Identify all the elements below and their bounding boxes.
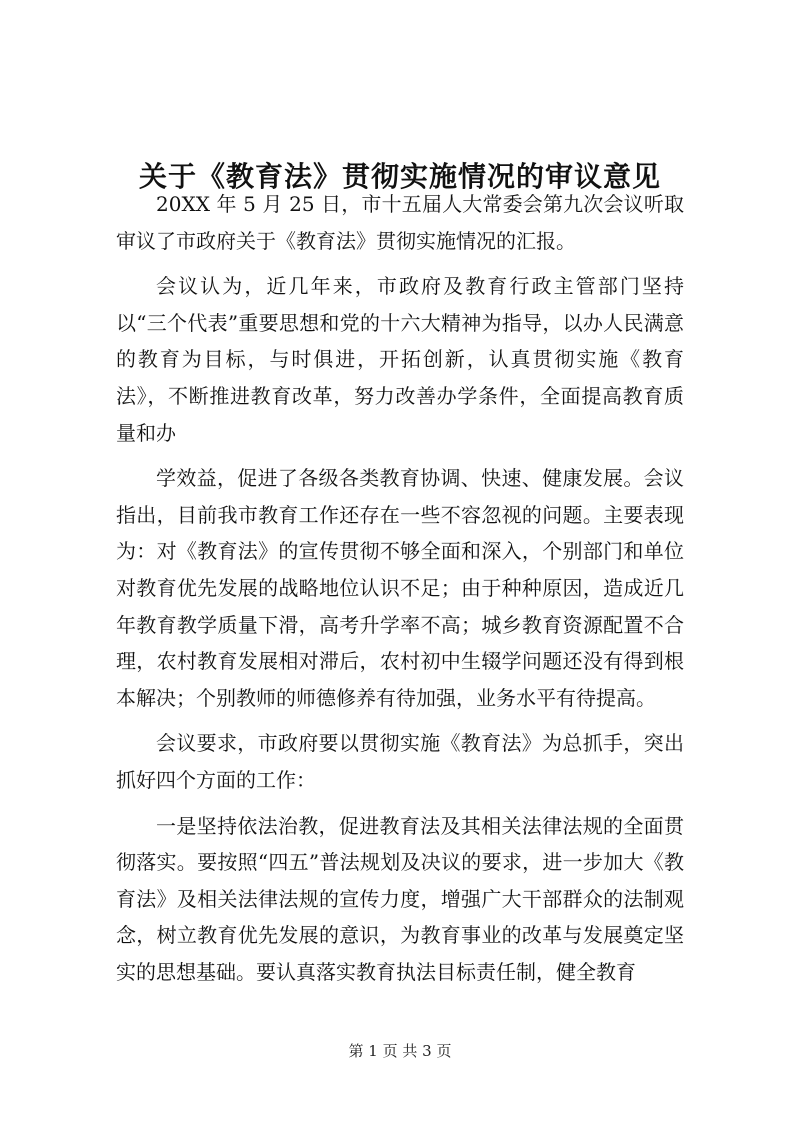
paragraph-3: 学效益，促进了各级各类教育协调、快速、健康发展。会议指出，目前我市教育工作还存在一些不容忽视的问题。主要表现为：对《教育法》的宣传贯彻不够全面和深入，个别部门和单位对教育优先发展的战略地位认识不足；由于种种原因，造成近几年教育教学质量下滑，高考升学率不高；城乡教育资源配置不合理，农村教育发展相对滞后，农村初中生辍学问题还没有得到根本解决；个别教师的师德修养有待加强，业务水平有待提高。 — [116, 466, 684, 710]
paragraph-5: 一是坚持依法治教，促进教育法及其相关法律法规的全面贯彻落实。要按照“四五”普法规划及决议的要求，进一步加大《教育法》及相关法律法规的宣传力度，增强广大干部群众的法制观念，树立教育优先发展的意识，为教育事业的改革与发展奠定坚实的思想基础。要认真落实教育执法目标责任制，健全教育 — [116, 813, 684, 984]
page-footer: 第 1 页 共 3 页 — [348, 1042, 452, 1060]
document-title: 关于《教育法》贯彻实施情况的审议意见 — [138, 159, 661, 193]
paragraph-2: 会议认为，近几年来，市政府及教育行政主管部门坚持以“三个代表”重要思想和党的十六大精神为指导，以办人民满意的教育为目标，与时俱进，开拓创新，认真贯彻实施《教育法》，不断推进教育改革，努力改善办学条件，全面提高教育质量和办 — [116, 274, 684, 445]
paragraph-4: 会议要求，市政府要以贯彻实施《教育法》为总抓手，突出抓好四个方面的工作： — [116, 731, 684, 792]
document-body — [116, 186, 684, 990]
paragraph-1: 20XX 年 5 月 25 日，市十五届人大常委会第九次会议听取审议了市政府关于《教育法》贯彻实施情况的汇报。 — [116, 192, 684, 253]
